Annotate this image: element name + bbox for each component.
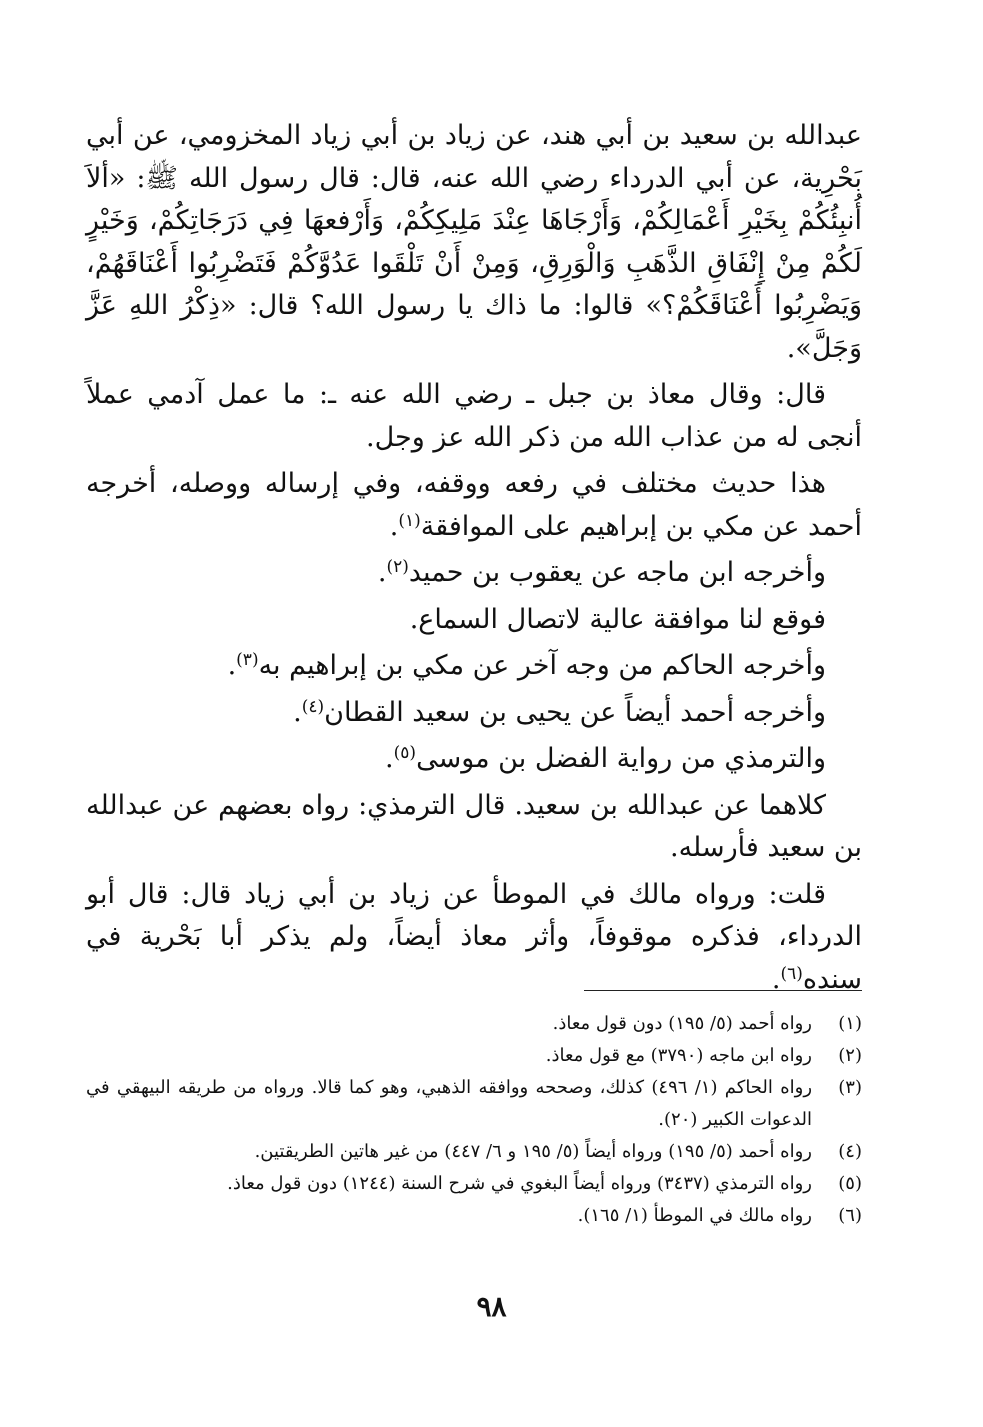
footnote-text: رواه الحاكم (١/ ٤٩٦) كذلك، وصححه ووافقه الذهبي، وهو كما قالا. ورواه من طريقه البيهقي في الدعوات الكبير (٢٠). — [86, 1077, 813, 1130]
footnote-text: رواه ابن ماجه (٣٧٩٠) مع قول معاذ. — [545, 1045, 812, 1066]
footnote — [86, 1072, 862, 1136]
footnote-text: رواه أحمد (٥/ ١٩٥) ورواه أيضاً (٥/ ١٩٥ و ٦/ ٤٤٧) من غير هاتين الطريقتين. — [254, 1141, 812, 1162]
footnote — [86, 1040, 862, 1072]
paragraph-text: وأخرجه ابن ماجه عن يعقوب بن حميد — [408, 557, 826, 588]
paragraph — [86, 785, 862, 870]
footnotes — [86, 1008, 862, 1232]
paragraph-text: وأخرجه الحاكم من وجه آخر عن مكي بن إبراهيم به — [258, 650, 826, 681]
paragraph-end: . — [771, 963, 781, 995]
paragraph-text: فوقع لنا موافقة عالية لاتصال السماع. — [409, 603, 826, 635]
paragraph — [86, 115, 862, 370]
paragraph-text: والترمذي من رواية الفضل بن موسى — [416, 743, 826, 774]
footnote — [86, 1136, 862, 1168]
paragraph-end: . — [377, 557, 387, 588]
paragraph — [86, 692, 862, 735]
paragraph — [86, 645, 862, 688]
footnote-number: (٦) — [838, 1205, 862, 1226]
paragraph-text: قال: وقال معاذ بن جبل ـ رضي الله عنه ـ: ما عمل آدمي عملاً أنجى له من عذاب الله من ذكر الله عز وجل. — [86, 379, 862, 453]
paragraph — [86, 738, 862, 781]
paragraph-end: . — [227, 650, 237, 681]
paragraph-text: وأخرجه أحمد أيضاً عن يحيى بن سعيد القطان — [324, 696, 826, 728]
footnote-number: (٣) — [838, 1077, 862, 1098]
paragraph-text: هذا حديث مختلف في رفعه ووقفه، وفي إرساله ووصله، أخرجه أحمد عن مكي بن إبراهيم على الموافقة — [86, 468, 862, 542]
footnote — [86, 1200, 862, 1232]
footnote-text: رواه الترمذي (٣٤٣٧) ورواه أيضاً البغوي في شرح السنة (١٢٤٤) دون قول معاذ. — [227, 1173, 812, 1194]
footnote-ref: (٣) — [236, 650, 259, 670]
footnote-number: (٥) — [838, 1173, 862, 1194]
footnote-divider — [584, 990, 862, 991]
paragraph-end: . — [385, 743, 394, 774]
main-text — [86, 115, 862, 1001]
paragraph-text: قلت: ورواه مالك في الموطأ عن زياد بن أبي زياد قال: قال أبو الدرداء، فذكره موقوفاً، وأثر معاذ أيضاً، ولم يذكر أبا بَحْرية في سنده — [86, 878, 862, 995]
paragraph — [86, 599, 862, 642]
footnote-ref: (٢) — [386, 557, 409, 577]
footnote-text: رواه أحمد (٥/ ١٩٥) دون قول معاذ. — [552, 1013, 812, 1034]
footnote-number: (٤) — [838, 1141, 862, 1162]
footnote-ref: (١) — [398, 510, 421, 531]
footnote — [86, 1168, 862, 1200]
paragraph-text: كلاهما عن عبدالله بن سعيد. قال الترمذي: رواه بعضهم عن عبدالله بن سعيد فأرسله. — [86, 789, 862, 863]
paragraph-text: عبدالله بن سعيد بن أبي هند، عن زياد بن أبي زياد المخزومي، عن أبي بَحْرِية، عن أبي الدرداء رضي الله عنه، قال: قال رسول الله ﷺ: «ألاَ أُنبِئُكُمْ بِخَيْرِ أَعْمَالِكُمْ، وَأَرْجَاهَا عِنْدَ مَلِيكِكُمْ، وَأَرْفعهَا فِي دَرَجَاتِكُمْ، وَخَيْرٍ لَكُمْ مِنْ إِنْفَاقِ الذَّهَبِ وَالْوَرِقِ، وَمِنْ أَنْ تَلْقَوا عَدُوَّكُمْ فَتَضْرِبُوا أَعْنَاقَهُمْ، وَيَضْرِبُوا أَعْنَاقَكُمْ؟» قالوا: ما ذاك يا رسول الله؟ قال: «ذِكْرُ اللهِ عَزَّ وَجَلَّ». — [86, 120, 862, 364]
paragraph — [86, 552, 862, 595]
footnote-number: (١) — [838, 1013, 862, 1034]
footnote-number: (٢) — [838, 1045, 862, 1066]
footnote — [86, 1008, 862, 1040]
paragraph-end: . — [389, 510, 399, 542]
footnote-ref: (٦) — [780, 963, 803, 984]
paragraph — [86, 374, 862, 459]
footnote-ref: (٥) — [393, 743, 417, 763]
paragraph — [86, 874, 862, 1002]
paragraph-end: . — [293, 696, 302, 728]
page-number: ٩٨ — [476, 1290, 507, 1323]
footnote-ref: (٤) — [301, 696, 325, 717]
paragraph — [86, 463, 862, 548]
footnote-text: رواه مالك في الموطأ (١/ ١٦٥). — [577, 1205, 812, 1226]
